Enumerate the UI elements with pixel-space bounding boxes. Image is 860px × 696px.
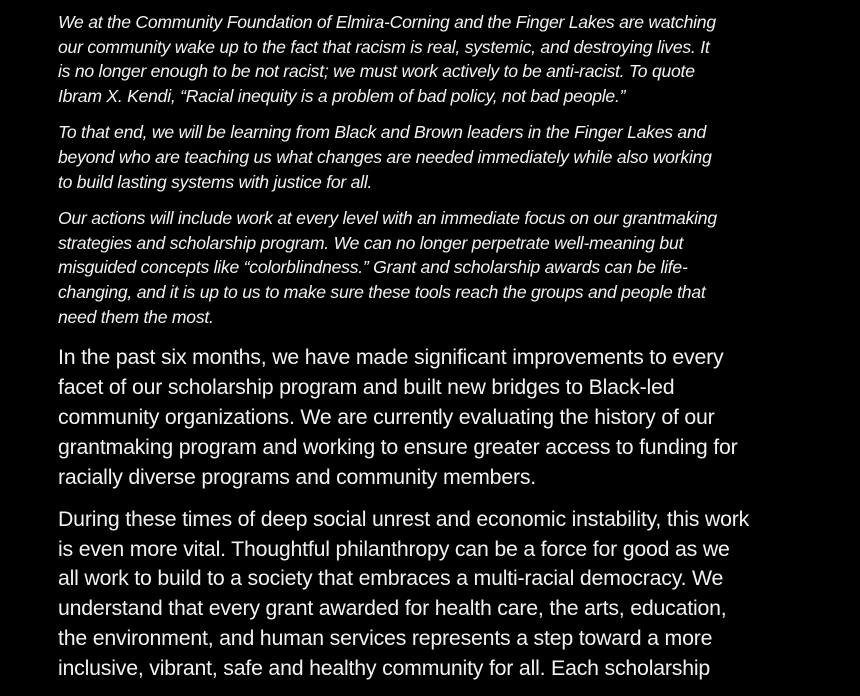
text-line: our community wake up to the fact that racism is real, systemic, and destroying lives. It <box>58 36 710 57</box>
text-line: need them the most. <box>58 306 214 327</box>
quote-paragraph-3 <box>58 206 838 329</box>
text-line: to build lasting systems with justice for all. <box>58 171 373 192</box>
text-line: During these times of deep social unrest and economic instability, this work <box>58 506 750 531</box>
text-line: Our actions will include work at every level with an immediate focus on our grantmaking <box>58 208 717 229</box>
body-paragraph-1 <box>58 343 838 493</box>
text-line: grantmaking program and working to ensure greater access to funding for <box>58 434 738 459</box>
text-line: community organizations. We are currently evaluating the history of our <box>58 404 715 429</box>
text-line: changing, and it is up to us to make sure these tools reach the groups and people that <box>58 281 706 302</box>
text-line: beyond who are teaching us what changes are needed immediately while also working <box>58 146 712 167</box>
text-line: misguided concepts like “colorblindness.” Grant and scholarship awards can be life- <box>58 257 688 278</box>
text-line: strategies and scholarship program. We can no longer perpetrate well-meaning but <box>58 232 684 253</box>
text-line: inclusive, vibrant, safe and healthy community for all. Each scholarship <box>58 656 711 681</box>
text-line: In the past six months, we have made significant improvements to every <box>58 345 724 370</box>
text-line: racially diverse programs and community members. <box>58 464 537 489</box>
statement-document <box>58 10 838 696</box>
quote-paragraph-2 <box>58 120 838 194</box>
text-line: understand that every grant awarded for health care, the arts, education, <box>58 596 727 621</box>
text-line: all work to build to a society that embraces a multi-racial democracy. We <box>58 566 724 591</box>
text-line: To that end, we will be learning from Black and Brown leaders in the Finger Lakes and <box>58 122 707 143</box>
quote-paragraph-1 <box>58 10 838 108</box>
body-paragraph-2 <box>58 505 838 684</box>
text-line: the environment, and human services represents a step toward a more <box>58 626 713 651</box>
text-line: Ibram X. Kendi, “Racial inequity is a problem of bad policy, not bad people.” <box>58 85 626 106</box>
text-line: is no longer enough to be not racist; we must work actively to be anti-racist. To quote <box>58 61 695 82</box>
text-line: is even more vital. Thoughtful philanthropy can be a force for good as we <box>58 536 730 561</box>
text-line: facet of our scholarship program and built new bridges to Black-led <box>58 375 675 400</box>
text-line: We at the Community Foundation of Elmira-Corning and the Finger Lakes are watching <box>58 12 716 32</box>
